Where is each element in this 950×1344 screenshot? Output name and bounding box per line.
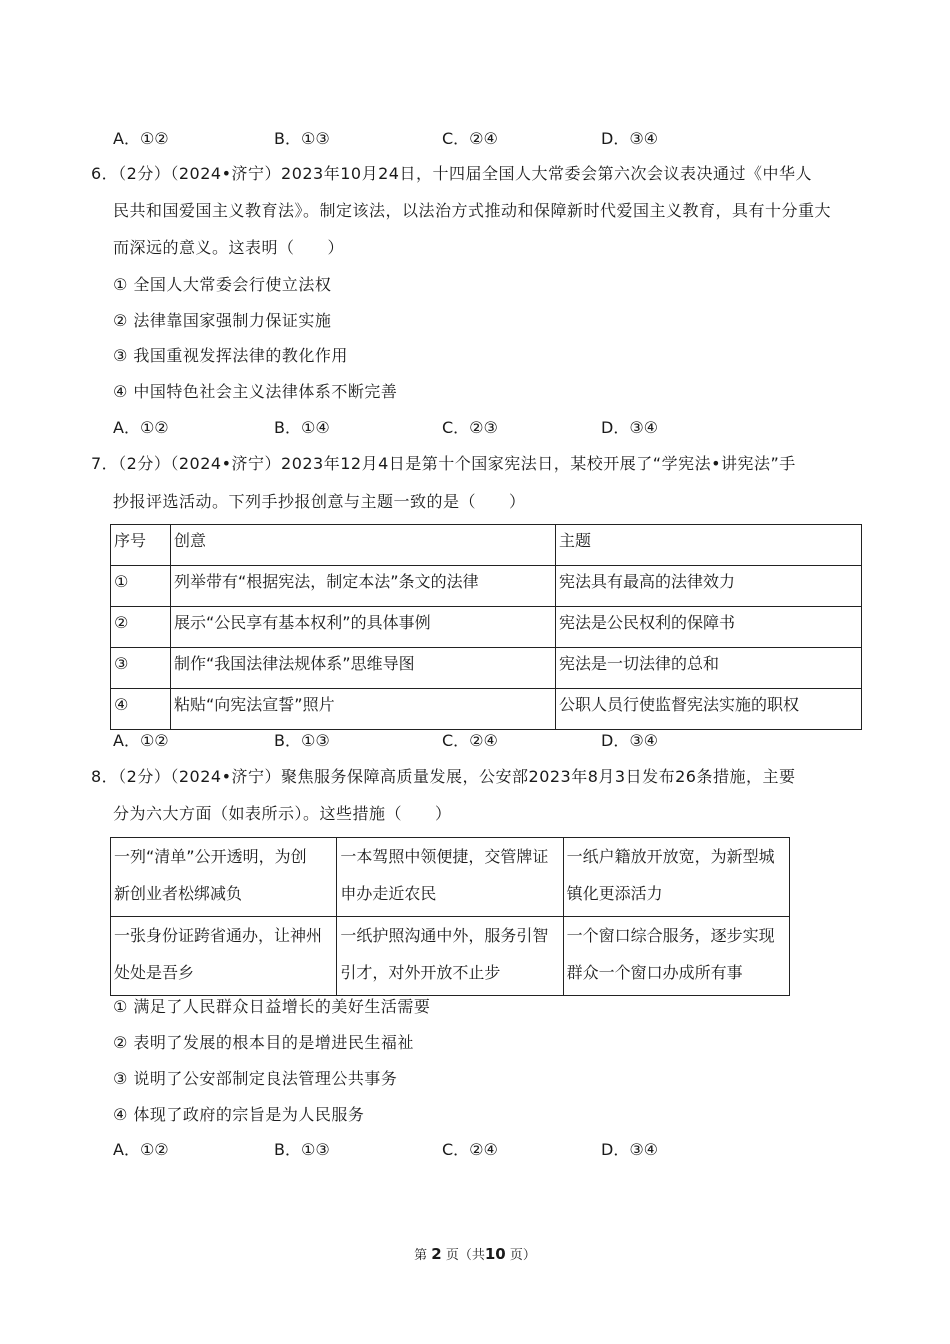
q6-item-4: ④ 中国特色社会主义法律体系不断完善 [113,382,398,401]
table-cell [337,838,563,917]
q8-option-d: D．③④ [601,1140,659,1159]
q6-option-d: D．③④ [601,418,659,437]
q8-options [113,1140,753,1160]
q8-table [110,837,790,996]
q7-option-c: C．②④ [442,731,498,750]
table-row [111,648,862,689]
cell-line: 群众一个窗口办成所有事 [566,963,743,982]
q5-option-d: D．③④ [601,129,659,148]
q8-option-b: B．①③ [274,1140,330,1159]
q7-options [113,731,753,751]
table-row [111,838,790,917]
cell-line: 镇化更添活力 [566,884,663,903]
q5-option-c: C．②④ [442,129,498,148]
q8-item-3: ③ 说明了公安部制定良法管理公共事务 [113,1069,398,1088]
q6-option-c: C．②③ [442,418,498,437]
q8-item-4: ④ 体现了政府的宗旨是为人民服务 [113,1105,365,1124]
table-cell: 主题 [556,525,862,566]
cell-line: 一张身份证跨省通办，让神州 [114,926,323,945]
q8-item-1: ① 满足了人民群众日益增长的美好生活需要 [113,997,431,1016]
table-cell: 宪法具有最高的法律效力 [556,566,862,607]
table-cell: 宪法是一切法律的总和 [556,648,862,689]
table-cell: 宪法是公民权利的保障书 [556,607,862,648]
cell-line: 新创业者松绑减负 [114,884,243,903]
cell-line: 一纸护照沟通中外，服务引智 [340,926,549,945]
table-cell: ④ [111,689,171,730]
table-cell: 公职人员行使监督宪法实施的职权 [556,689,862,730]
footer-suffix: 页） [509,1248,536,1263]
table-cell: 粘贴“向宪法宣誓”照片 [171,689,556,730]
footer-total-pages: 10 [484,1245,506,1263]
q8-option-c: C．②④ [442,1140,498,1159]
table-cell [563,838,789,917]
q7-table [110,524,862,730]
table-cell: 制作“我国法律法规体系”思维导图 [171,648,556,689]
table-row [111,689,862,730]
q6-options [113,418,753,438]
q7-option-b: B．①③ [274,731,330,750]
page-footer [0,1244,950,1263]
footer-page-number: 2 [431,1245,442,1263]
table-cell: 列举带有“根据宪法，制定本法”条文的法律 [171,566,556,607]
q5-option-a: A．①② [113,129,169,148]
cell-line: 处处是吾乡 [114,963,195,982]
q7-stem-line-1: 7．（2分）（2024•济宁）2023年12月4日是第十个国家宪法日，某校开展了“学宪法•讲宪法”手 [91,454,796,473]
cell-line: 一本驾照中领便捷，交管牌证 [340,847,549,866]
table-row [111,566,862,607]
table-cell: ③ [111,648,171,689]
table-cell: 创意 [171,525,556,566]
q6-option-b: B．①④ [274,418,330,437]
q7-stem-line-2: 抄报评选活动。下列手抄报创意与主题一致的是（ ） [113,492,526,511]
cell-line: 一列“清单”公开透明，为创 [114,847,307,866]
q6-option-a: A．①② [113,418,169,437]
q7-option-a: A．①② [113,731,169,750]
cell-line: 申办走近农民 [340,884,437,903]
table-cell [111,838,337,917]
q6-item-2: ② 法律靠国家强制力保证实施 [113,311,332,330]
cell-line: 一纸户籍放开放宽，为新型城 [566,847,775,866]
table-cell [111,917,337,996]
table-header-row [111,525,862,566]
q5-option-b: B．①③ [274,129,330,148]
cell-line: 引才，对外开放不止步 [340,963,501,982]
table-cell: ① [111,566,171,607]
q8-item-2: ② 表明了发展的根本目的是增进民生福祉 [113,1033,414,1052]
q8-stem-line-1: 8．（2分）（2024•济宁）聚焦服务保障高质量发展，公安部2023年8月3日发布26条措施，主要 [91,767,796,786]
footer-middle: 页（共 [445,1248,485,1263]
q6-stem-line-2: 民共和国爱国主义教育法》。制定该法，以法治方式推动和保障新时代爱国主义教育，具有十分重大 [113,201,832,220]
cell-line: 一个窗口综合服务，逐步实现 [566,926,775,945]
q6-item-1: ① 全国人大常委会行使立法权 [113,275,332,294]
table-cell: 序号 [111,525,171,566]
footer-prefix: 第 [414,1248,428,1263]
table-cell: ② [111,607,171,648]
q6-stem-line-1: 6．（2分）（2024•济宁）2023年10月24日，十四届全国人大常委会第六次会议表决通过《中华人 [91,164,812,183]
q6-item-3: ③ 我国重视发挥法律的教化作用 [113,346,348,365]
table-cell [563,917,789,996]
table-cell [337,917,563,996]
table-cell: 展示“公民享有基本权利”的具体事例 [171,607,556,648]
table-row [111,607,862,648]
q8-stem-line-2: 分为六大方面（如表所示）。这些措施（ ） [113,804,452,823]
q5-options [113,129,753,149]
q8-option-a: A．①② [113,1140,169,1159]
table-row [111,917,790,996]
q6-stem-line-3: 而深远的意义。这表明（ ） [113,238,345,257]
q7-option-d: D．③④ [601,731,659,750]
